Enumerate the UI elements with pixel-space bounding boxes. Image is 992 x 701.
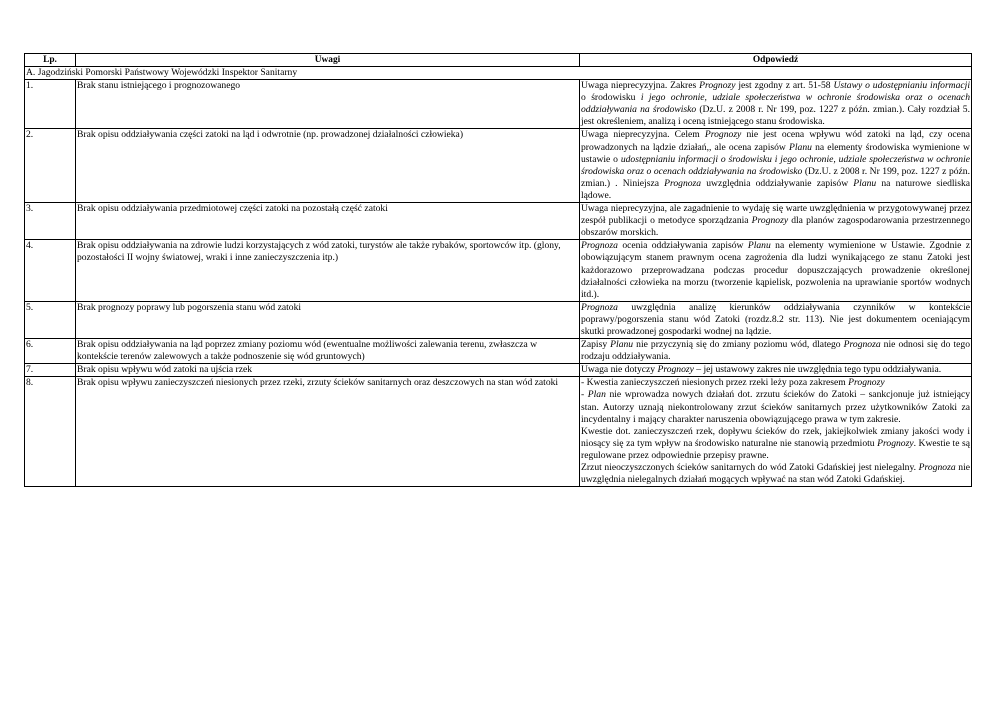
- table-row: [25, 203, 972, 240]
- table-row: [25, 301, 972, 338]
- response-text: – jej ustawowy zakres nie uwzględnia tego typu oddziaływania.: [693, 364, 942, 376]
- response-text: na elementy środowiska wymienione w ustawie o: [581, 141, 970, 165]
- response-emphasis: Prognozy: [848, 377, 885, 389]
- response-emphasis: Prognoza: [581, 301, 618, 313]
- comment-cell: Brak opisu wpływu wód zatoki na ujścia rzek: [76, 364, 580, 377]
- row-number: 4.: [25, 240, 76, 301]
- response-text: uwzględnia analizę kierunków oddziaływania czynników w kontekście poprawy/pogorszenia stanu wód Zatoki (rozdz.8.2 str. 113). Nie jest dokumentem oceniającym skutki prowadzonej gospodarki wodnej na lądzie.: [581, 301, 970, 337]
- response-text: - Kwestia zanieczyszczeń niesionych przez rzeki leży poza zakresem: [581, 377, 849, 389]
- response-emphasis: Planu: [789, 141, 812, 153]
- comment-cell: Brak opisu oddziaływania na ląd poprzez zmiany poziomu wód (ewentualne możliwości zalewania terenu, zwłaszcza w kontekście terenów zalewowych a także podnoszenie się wód gruntowych): [76, 339, 580, 364]
- response-emphasis: Prognozy: [751, 215, 789, 227]
- row-number: 7.: [25, 364, 76, 377]
- response-emphasis: Prognoza: [843, 339, 881, 351]
- response-text: Zapisy: [581, 339, 611, 351]
- response-text: Uwaga nie dotyczy: [581, 364, 658, 376]
- response-cell: [580, 80, 972, 129]
- response-text: uwzględnia oddziaływanie zapisów: [701, 177, 854, 189]
- response-text: . Kwestie te są regulowane przez odpowiednie przepisy prawne.: [581, 437, 970, 461]
- response-cell: [580, 339, 972, 364]
- comment-cell: Brak opisu wpływu zanieczyszczeń niesionych przez rzeki, zrzuty ścieków sanitarnych oraz deszczowych na stan wód zatoki: [76, 377, 580, 487]
- response-emphasis: Prognoza: [664, 177, 702, 189]
- response-text: Uwaga nieprecyzyjna, ale zagadnienie to wydaję się warte uwzględnienia w przygotowywanej przez zespół publikacji o metodyce sporządzania: [581, 203, 970, 227]
- table-row: [25, 364, 972, 377]
- response-text: jest zgodny z art. 51-58: [735, 80, 834, 92]
- response-text: (Dz.U. z 2008 r. Nr 199, poz. 1227 z późn. zmian.) . Niniejsza: [581, 165, 970, 189]
- response-text: dla planów zagospodarowania przestrzennego obszarów morskich.: [581, 215, 971, 239]
- response-cell: [580, 129, 972, 203]
- comment-cell: Brak opisu oddziaływania na zdrowie ludzi korzystających z wód zatoki, turystów ale także rybaków, sportowców itp. (glony, pozostałości II wojny światowej, wraki i inne zanieczyszczenia itp.): [76, 240, 580, 301]
- response-emphasis: Prognoza: [581, 240, 618, 252]
- header-lp: Lp.: [25, 54, 76, 67]
- response-text: Kwestie dot. zanieczyszczeń rzek, dopływu ścieków do rzek, jakiejkolwiek zmiany jakości wody i niosący się za tym wpływ na środowisko naturalne nie stanowią przedmiotu: [581, 425, 970, 449]
- row-number: 8.: [25, 377, 76, 487]
- response-text: nie wprowadza nowych działań dot. zrzutu ścieków do Zatoki – sankcjonuje już istniejący stan. Autorzy uznają niekontrolowany zrzut ścieków sanitarnych przez użytkowników Zatoki za incydentalny i mający charakter naruszenia obowiązującego prawa w tym zakresie.: [581, 389, 971, 425]
- table-row: [25, 129, 972, 203]
- row-number: 2.: [25, 129, 76, 203]
- response-text: o środowisku: [581, 92, 641, 104]
- response-text: Uwaga nieprecyzyjna. Celem: [581, 129, 705, 141]
- response-emphasis: Prognoza: [918, 462, 956, 473]
- response-emphasis: Planu: [747, 240, 771, 252]
- response-text: nie odnosi się do tego rodzaju oddziaływania.: [581, 339, 970, 363]
- row-number: 3.: [25, 203, 76, 240]
- section-title: A. Jagodziński Pomorski Państwowy Wojewódzki Inspektor Sanitarny: [25, 67, 972, 80]
- response-cell: [580, 377, 972, 487]
- response-emphasis: Prognozy: [657, 364, 694, 376]
- response-text: Zrzut nieoczyszczonych ścieków sanitarnych do wód Zatoki Gdańskiej jest nielegalny.: [581, 462, 919, 473]
- response-text: na naturowe siedliska lądowe.: [581, 177, 970, 201]
- response-emphasis: Plan: [587, 389, 606, 401]
- response-cell: [580, 203, 972, 240]
- response-text: nie uwzględnia nielegalnych działań mogących wpływać na stan wód Zatoki Gdańskiej.: [581, 462, 970, 486]
- comment-cell: Brak opisu oddziaływania przedmiotowej części zatoki na pozostałą część zatoki: [76, 203, 580, 240]
- comment-cell: Brak stanu istniejącego i prognozowanego: [76, 80, 580, 129]
- response-text: -: [581, 389, 588, 401]
- comments-table: [24, 53, 972, 487]
- response-text: nie jest ocena wpływu wód zatoki na ląd, czy ocena prowadzonych na lądzie działań,, ale ocena zapisów: [581, 129, 970, 153]
- response-cell: [580, 301, 972, 338]
- response-emphasis: Prognozy: [704, 129, 742, 141]
- row-number: 1.: [25, 80, 76, 129]
- response-cell: [580, 240, 972, 301]
- response-emphasis: Ustawy o udostępnianiu informacji: [833, 80, 970, 92]
- header-odpowiedz: Odpowiedź: [580, 54, 972, 67]
- response-emphasis: Planu: [610, 339, 634, 351]
- response-emphasis: Planu: [853, 177, 877, 189]
- section-row: [25, 67, 972, 80]
- row-number: 5.: [25, 301, 76, 338]
- response-text: na elementy wymienione w Ustawie. Zgodnie z obowiązującym stanem prawnym ocena zagrożenia dla ludzi wynikającego ze stanu Zatoki jest każdorazowo przeprowadzana podczas procedur dopuszczających prowadzenie określonej działalności człowieka na morzu (tworzenie kąpielisk, pozwolenia na uprawianie sportów wodnych itd.).: [581, 240, 970, 300]
- row-number: 6.: [25, 339, 76, 364]
- response-text: Uwaga nieprecyzyjna. Zakres: [581, 80, 700, 92]
- table-row: [25, 339, 972, 364]
- table-row: [25, 377, 972, 487]
- comment-cell: Brak prognozy poprawy lub pogorszenia stanu wód zatoki: [76, 301, 580, 338]
- response-emphasis: i jego ochronie, udziale społeczeństwa w ochronie środowiska oraz o ocenach oddziaływania na środowisko: [581, 92, 970, 116]
- response-emphasis: Prognozy: [699, 80, 736, 92]
- table-row: [25, 80, 972, 129]
- response-text: (Dz.U. z 2008 r. Nr 199, poz. 1227 z późn. zmian.). Cały rozdział 5. jest określeniem, analizą i oceną istniejącego stanu środowiska.: [581, 104, 970, 128]
- response-text: ocenia oddziaływania zapisów: [617, 240, 748, 252]
- header-row: [25, 54, 972, 67]
- table-row: [25, 240, 972, 301]
- response-emphasis: Prognozy: [877, 437, 914, 449]
- comment-cell: Brak opisu oddziaływania części zatoki na ląd i odwrotnie (np. prowadzonej działalności człowieka): [76, 129, 580, 203]
- response-text: nie przyczynią się do zmiany poziomu wód, dlatego: [633, 339, 844, 351]
- response-emphasis: udostępnianiu informacji o środowisku i jego ochronie, udziale społeczeństwa w ochronie środowiska oraz o ocenach oddziaływania na środowisko: [581, 153, 970, 177]
- response-cell: [580, 364, 972, 377]
- header-uwagi: Uwagi: [76, 54, 580, 67]
